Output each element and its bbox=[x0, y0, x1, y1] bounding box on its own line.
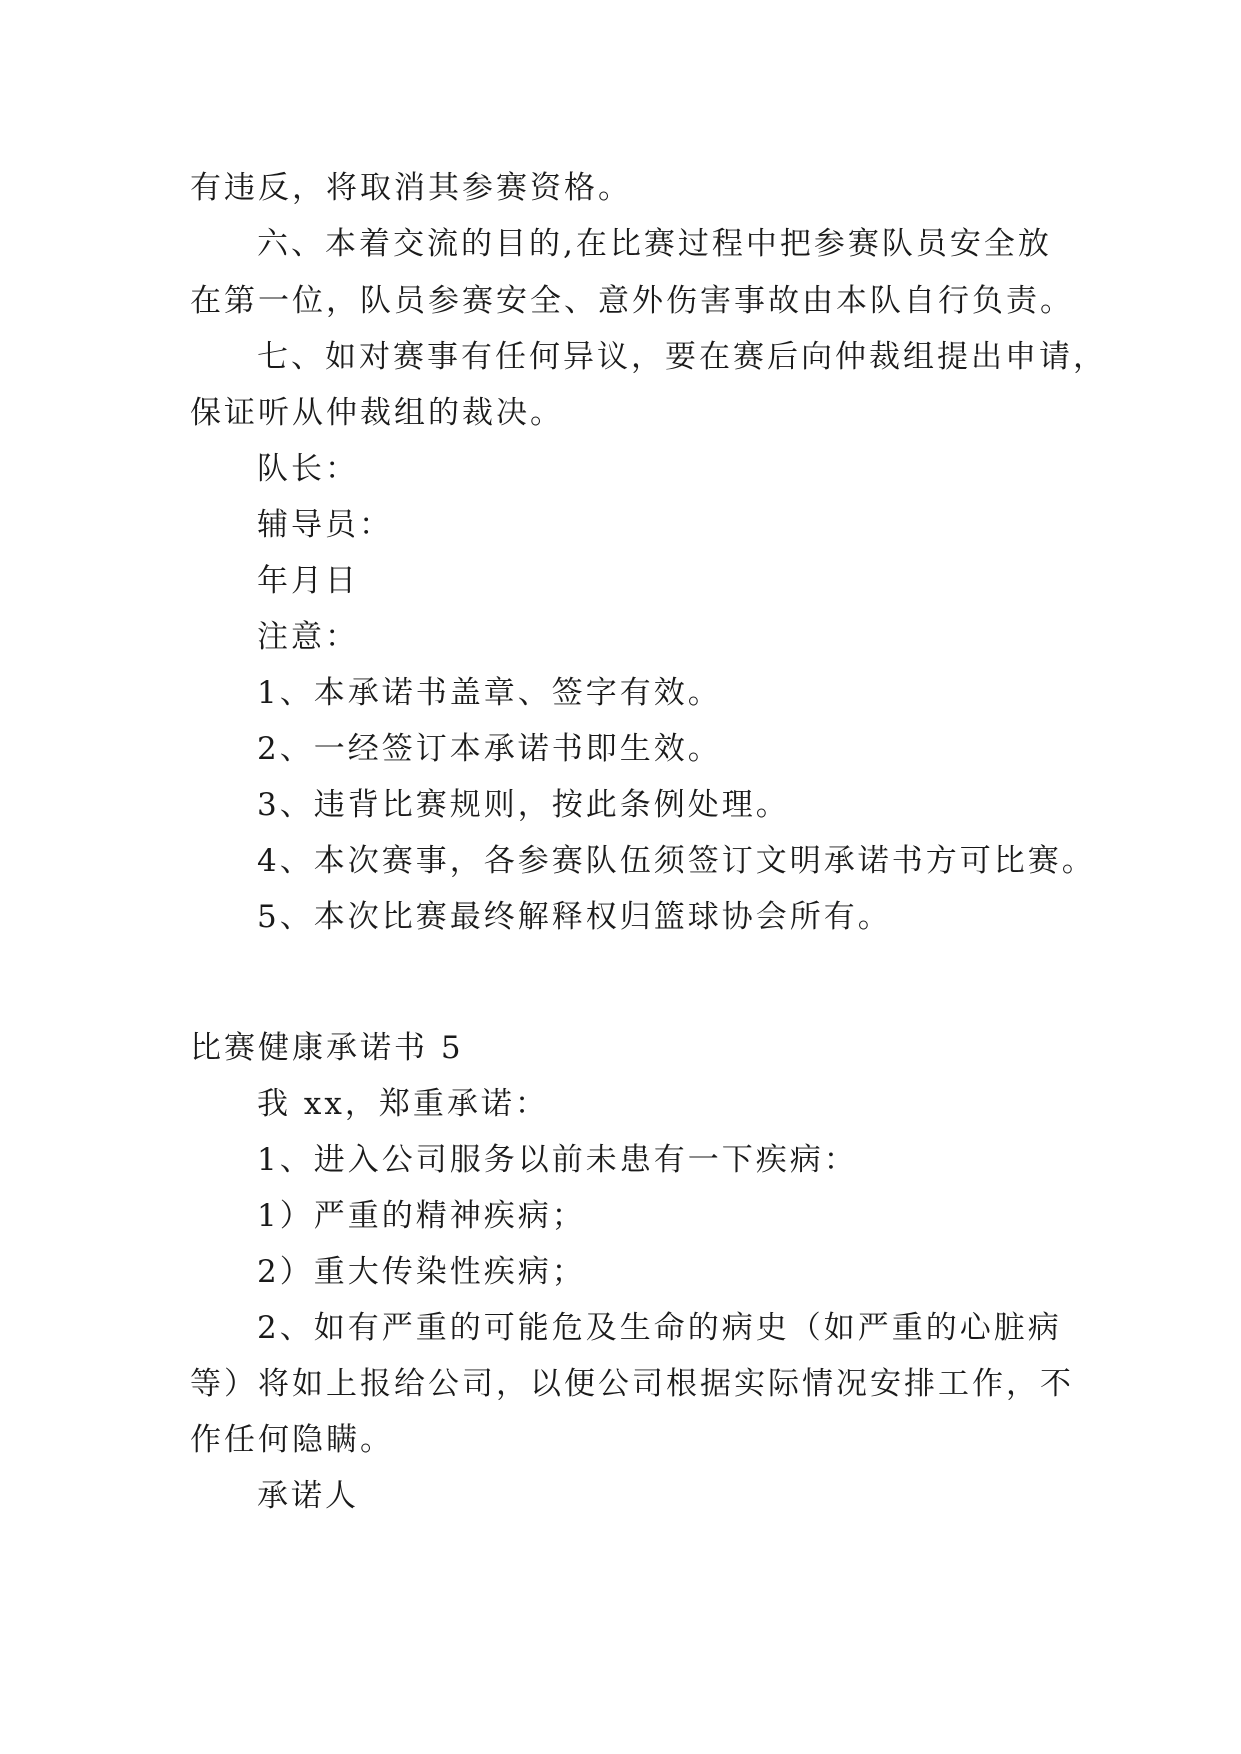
pledge-item: 2、如有严重的可能危及生命的病史（如严重的心脏病 bbox=[257, 1310, 1062, 1346]
clause-six-line: 六、本着交流的目的,在比赛过程中把参赛队员安全放 bbox=[257, 226, 1052, 262]
pledge-intro: 我 xx，郑重承诺： bbox=[257, 1086, 549, 1122]
clause-seven-line: 七、如对赛事有任何异议，要在赛后向仲裁组提出申请， bbox=[257, 339, 1107, 375]
note-item: 2、一经签订本承诺书即生效。 bbox=[257, 731, 722, 767]
pledge-item: 1、进入公司服务以前未患有一下疾病： bbox=[257, 1142, 858, 1178]
paragraph-line: 有违反，将取消其参赛资格。 bbox=[190, 170, 632, 206]
note-item: 3、违背比赛规则，按此条例处理。 bbox=[257, 787, 790, 823]
signer-label: 承诺人 bbox=[257, 1478, 359, 1514]
note-item: 5、本次比赛最终解释权归篮球协会所有。 bbox=[257, 899, 892, 935]
note-title: 注意： bbox=[257, 619, 359, 655]
pledge-subitem: 1）严重的精神疾病； bbox=[257, 1198, 586, 1234]
captain-label: 队长： bbox=[257, 451, 359, 487]
note-item: 4、本次赛事，各参赛队伍须签订文明承诺书方可比赛。 bbox=[257, 843, 1096, 879]
paragraph-line: 等）将如上报给公司，以便公司根据实际情况安排工作，不 bbox=[190, 1366, 1074, 1402]
paragraph-line: 作任何隐瞒。 bbox=[190, 1422, 394, 1458]
section-title: 比赛健康承诺书 5 bbox=[190, 1030, 464, 1066]
paragraph-line: 保证听从仲裁组的裁决。 bbox=[190, 395, 564, 431]
counselor-label: 辅导员： bbox=[257, 507, 393, 543]
pledge-subitem: 2）重大传染性疾病； bbox=[257, 1254, 586, 1290]
note-item: 1、本承诺书盖章、签字有效。 bbox=[257, 675, 722, 711]
paragraph-line: 在第一位，队员参赛安全、意外伤害事故由本队自行负责。 bbox=[190, 283, 1074, 319]
date-label: 年月日 bbox=[257, 563, 359, 599]
